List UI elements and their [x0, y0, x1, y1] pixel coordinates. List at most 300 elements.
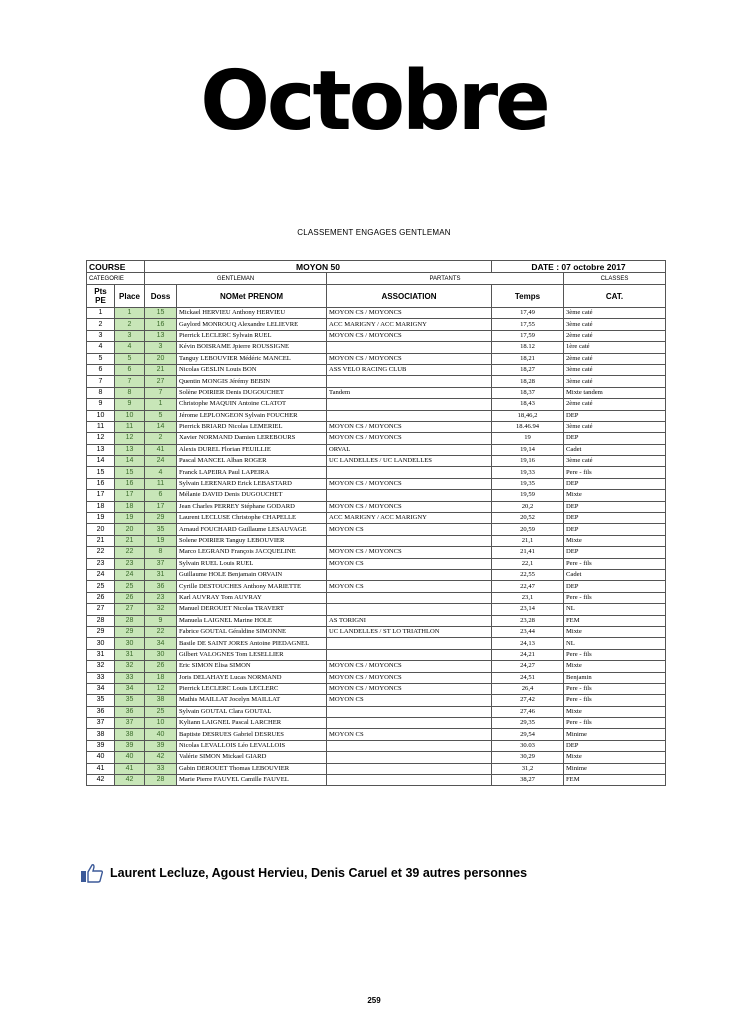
page-title: Octobre	[200, 54, 548, 149]
cell-name: Cyrille DESTOUCHES Anthony MARIETTE	[177, 581, 327, 592]
results-table	[86, 260, 666, 786]
cell-name: Pierrick LECLERC Louis LECLERC	[177, 683, 327, 694]
cell-temps: 22,1	[492, 558, 564, 569]
cell-pts: 19	[87, 513, 115, 524]
table-row	[87, 695, 666, 706]
cell-place: 18	[115, 501, 145, 512]
cell-place: 8	[115, 387, 145, 398]
table-row	[87, 569, 666, 580]
cell-cat: Mixte	[564, 661, 666, 672]
cell-place: 23	[115, 558, 145, 569]
cell-assoc: MOYON CS	[327, 695, 492, 706]
cell-place: 29	[115, 626, 145, 637]
cell-name: Nicolas LEVALLOIS Léo LEVALLOIS	[177, 740, 327, 751]
cell-pts: 18	[87, 501, 115, 512]
cell-temps: 24,13	[492, 638, 564, 649]
cell-doss: 40	[145, 729, 177, 740]
cell-pts: 22	[87, 547, 115, 558]
cell-place: 32	[115, 661, 145, 672]
cell-assoc	[327, 706, 492, 717]
cell-doss: 41	[145, 444, 177, 455]
cell-doss: 33	[145, 763, 177, 774]
cell-doss: 8	[145, 547, 177, 558]
cell-place: 20	[115, 524, 145, 535]
cell-doss: 5	[145, 410, 177, 421]
document-title: CLASSEMENT ENGAGES GENTLEMAN	[297, 228, 451, 237]
cell-pts: 25	[87, 581, 115, 592]
cell-pts: 20	[87, 524, 115, 535]
cell-temps: 17,55	[492, 319, 564, 330]
column-header: ASSOCIATION	[327, 285, 492, 308]
cell-name: Jean Charles PERREY Stéphane GODARD	[177, 501, 327, 512]
cell-doss: 15	[145, 308, 177, 319]
cell-doss: 35	[145, 524, 177, 535]
cell-doss: 27	[145, 376, 177, 387]
table-row	[87, 615, 666, 626]
cell-assoc	[327, 740, 492, 751]
cell-pts: 8	[87, 387, 115, 398]
cell-temps: 18,28	[492, 376, 564, 387]
cell-pts: 2	[87, 319, 115, 330]
likes-text[interactable]: Laurent Lecluze, Agoust Hervieu, Denis Caruel et 39 autres personnes	[110, 866, 528, 880]
table-row	[87, 775, 666, 786]
cell-place: 17	[115, 490, 145, 501]
cell-pts: 40	[87, 752, 115, 763]
cell-doss: 6	[145, 490, 177, 501]
cell-cat: DEP	[564, 740, 666, 751]
cell-doss: 16	[145, 319, 177, 330]
column-header: Pts PE	[87, 285, 115, 308]
table-row	[87, 364, 666, 375]
cell-name: Quentin MONGIS Jérémy BEBIN	[177, 376, 327, 387]
cell-cat: DEP	[564, 524, 666, 535]
table-row	[87, 399, 666, 410]
cell-doss: 14	[145, 421, 177, 432]
cell-assoc	[327, 752, 492, 763]
cell-assoc: MOYON CS / MOYONCS	[327, 547, 492, 558]
cell-pts: 3	[87, 330, 115, 341]
table-row	[87, 433, 666, 444]
cell-pts: 24	[87, 569, 115, 580]
cell-temps: 27,42	[492, 695, 564, 706]
cell-name: Xavier NORMAND Damien LEREBOURS	[177, 433, 327, 444]
cell-assoc: ACC MARIGNY / ACC MARIGNY	[327, 319, 492, 330]
cell-cat: DEP	[564, 501, 666, 512]
table-row	[87, 330, 666, 341]
column-header: CAT.	[564, 285, 666, 308]
table-row	[87, 501, 666, 512]
cell-cat: FEM	[564, 775, 666, 786]
gentleman-label: GENTLEMAN	[145, 273, 327, 285]
cell-assoc	[327, 490, 492, 501]
cell-cat: Minime	[564, 763, 666, 774]
cell-doss: 22	[145, 626, 177, 637]
cell-name: Manuel DEROUET Nicolas TRAVERT	[177, 604, 327, 615]
cell-place: 12	[115, 433, 145, 444]
table-row	[87, 524, 666, 535]
table-row	[87, 444, 666, 455]
cell-name: Arnaud FOUCHARD Guillaume LESAUVAGE	[177, 524, 327, 535]
cell-cat: FEM	[564, 615, 666, 626]
cell-name: Pascal MANCEL Alban ROGER	[177, 456, 327, 467]
table-row	[87, 308, 666, 319]
page-number: 259	[367, 996, 381, 1005]
cell-name: Mathis MAILLAT Jocelyn MAILLAT	[177, 695, 327, 706]
categorie-label: CATEGORIE	[87, 273, 145, 285]
cell-place: 19	[115, 513, 145, 524]
cell-temps: 30,29	[492, 752, 564, 763]
cell-doss: 19	[145, 535, 177, 546]
results-body	[87, 308, 666, 786]
table-row	[87, 535, 666, 546]
table-row	[87, 387, 666, 398]
cell-assoc	[327, 535, 492, 546]
cell-temps: 18,43	[492, 399, 564, 410]
table-row	[87, 729, 666, 740]
table-row	[87, 478, 666, 489]
cell-temps: 29,35	[492, 718, 564, 729]
cell-temps: 19,16	[492, 456, 564, 467]
cell-place: 28	[115, 615, 145, 626]
cell-place: 22	[115, 547, 145, 558]
cell-assoc: ACC MARIGNY / ACC MARIGNY	[327, 513, 492, 524]
cell-assoc	[327, 718, 492, 729]
column-header: NOMet PRENOM	[177, 285, 327, 308]
cell-pts: 27	[87, 604, 115, 615]
cell-assoc: MOYON CS / MOYONCS	[327, 308, 492, 319]
cell-temps: 18,27	[492, 364, 564, 375]
cell-cat: DEP	[564, 410, 666, 421]
cell-name: Christophe MAQUIN Antoine CLATOT	[177, 399, 327, 410]
table-row	[87, 604, 666, 615]
cell-cat: Mixte	[564, 706, 666, 717]
cell-name: Pierrick BRIARD Nicolas LEMERIEL	[177, 421, 327, 432]
cell-temps: 17,49	[492, 308, 564, 319]
cell-cat: Mixte tandem	[564, 387, 666, 398]
cell-name: Kyliann LAIGNEL Pascal LARCHER	[177, 718, 327, 729]
table-row	[87, 752, 666, 763]
cell-pts: 11	[87, 421, 115, 432]
cell-place: 25	[115, 581, 145, 592]
thumbs-up-icon[interactable]	[80, 863, 104, 883]
cell-cat: NL	[564, 604, 666, 615]
cell-doss: 20	[145, 353, 177, 364]
cell-assoc: MOYON CS / MOYONCS	[327, 330, 492, 341]
cell-temps: 18,21	[492, 353, 564, 364]
table-row	[87, 558, 666, 569]
cell-place: 10	[115, 410, 145, 421]
table-row	[87, 376, 666, 387]
table-row	[87, 456, 666, 467]
cell-cat: Cadet	[564, 569, 666, 580]
cell-cat: 2ème caté	[564, 399, 666, 410]
cell-pts: 41	[87, 763, 115, 774]
cell-temps: 29,54	[492, 729, 564, 740]
column-header: Place	[115, 285, 145, 308]
cell-doss: 32	[145, 604, 177, 615]
cell-cat: Benjamin	[564, 672, 666, 683]
cell-cat: Cadet	[564, 444, 666, 455]
cell-doss: 31	[145, 569, 177, 580]
cell-name: Karl AUVRAY Tom AUVRAY	[177, 592, 327, 603]
cell-temps: 21,1	[492, 535, 564, 546]
cell-assoc: MOYON CS / MOYONCS	[327, 353, 492, 364]
cell-temps: 19	[492, 433, 564, 444]
cell-pts: 15	[87, 467, 115, 478]
cell-cat: Pere - fils	[564, 649, 666, 660]
cell-temps: 18.46.94	[492, 421, 564, 432]
cell-doss: 26	[145, 661, 177, 672]
cell-temps: 19,14	[492, 444, 564, 455]
cell-temps: 23,44	[492, 626, 564, 637]
cell-name: Sylvain GOUTAL Clara GOUTAL	[177, 706, 327, 717]
cell-doss: 37	[145, 558, 177, 569]
cell-assoc: ORVAL	[327, 444, 492, 455]
cell-cat: Mixte	[564, 752, 666, 763]
cell-doss: 24	[145, 456, 177, 467]
cell-assoc: MOYON CS	[327, 524, 492, 535]
table-row	[87, 718, 666, 729]
cell-place: 40	[115, 752, 145, 763]
cell-name: Pierrick LECLERC Sylvain RUEL	[177, 330, 327, 341]
cell-assoc	[327, 638, 492, 649]
cell-assoc	[327, 604, 492, 615]
table-row	[87, 490, 666, 501]
cell-assoc	[327, 775, 492, 786]
likes-bar	[80, 862, 527, 884]
cell-assoc: MOYON CS	[327, 729, 492, 740]
table-row	[87, 740, 666, 751]
cell-assoc: MOYON CS	[327, 558, 492, 569]
cell-place: 6	[115, 364, 145, 375]
cell-assoc: MOYON CS / MOYONCS	[327, 501, 492, 512]
cell-assoc	[327, 342, 492, 353]
cell-pts: 14	[87, 456, 115, 467]
cell-name: Gaylord MONROUQ Alexandre LELIEVRE	[177, 319, 327, 330]
partants-label: PARTANTS	[327, 273, 564, 285]
cell-temps: 20,52	[492, 513, 564, 524]
cell-place: 26	[115, 592, 145, 603]
cell-pts: 36	[87, 706, 115, 717]
cell-doss: 18	[145, 672, 177, 683]
cell-place: 24	[115, 569, 145, 580]
cell-pts: 1	[87, 308, 115, 319]
cell-temps: 18,46,2	[492, 410, 564, 421]
cell-name: Manuela LAIGNEL Marine HOLE	[177, 615, 327, 626]
cell-assoc: MOYON CS / MOYONCS	[327, 433, 492, 444]
cell-name: Franck LAPEIRA Paul LAPEIRA	[177, 467, 327, 478]
cell-cat: Pere - fils	[564, 683, 666, 694]
column-header: Temps	[492, 285, 564, 308]
cell-doss: 42	[145, 752, 177, 763]
cell-name: Mélanie DAVID Denis DUGOUCHET	[177, 490, 327, 501]
cell-doss: 4	[145, 467, 177, 478]
cell-doss: 1	[145, 399, 177, 410]
cell-temps: 22,55	[492, 569, 564, 580]
cell-name: Jérome LEPLONGEON Sylvain FOUCHER	[177, 410, 327, 421]
cell-cat: 3ème caté	[564, 364, 666, 375]
cell-doss: 34	[145, 638, 177, 649]
cell-cat: 3ème caté	[564, 308, 666, 319]
table-row	[87, 649, 666, 660]
cell-pts: 13	[87, 444, 115, 455]
cell-pts: 21	[87, 535, 115, 546]
cell-doss: 36	[145, 581, 177, 592]
table-row	[87, 421, 666, 432]
cell-place: 30	[115, 638, 145, 649]
table-row	[87, 353, 666, 364]
table-row	[87, 638, 666, 649]
cell-doss: 7	[145, 387, 177, 398]
cell-temps: 19,33	[492, 467, 564, 478]
cell-cat: Pere - fils	[564, 695, 666, 706]
cell-name: Marie Pierre FAUVEL Camille FAUVEL	[177, 775, 327, 786]
classes-label: CLASSES	[564, 273, 666, 285]
cell-assoc: Tandem	[327, 387, 492, 398]
cell-name: Sylvain RUEL Louis RUEL	[177, 558, 327, 569]
cell-temps: 26,4	[492, 683, 564, 694]
course-value: MOYON 50	[145, 261, 492, 273]
cell-temps: 20,59	[492, 524, 564, 535]
cell-temps: 24,21	[492, 649, 564, 660]
cell-cat: DEP	[564, 581, 666, 592]
cell-doss: 30	[145, 649, 177, 660]
cell-place: 7	[115, 376, 145, 387]
cell-place: 36	[115, 706, 145, 717]
cell-temps: 21,41	[492, 547, 564, 558]
cell-cat: NL	[564, 638, 666, 649]
cell-cat: 3ème caté	[564, 421, 666, 432]
cell-assoc	[327, 399, 492, 410]
cell-place: 21	[115, 535, 145, 546]
cell-doss: 23	[145, 592, 177, 603]
cell-temps: 30.03	[492, 740, 564, 751]
category-row	[87, 273, 666, 285]
cell-place: 9	[115, 399, 145, 410]
cell-cat: Mixte	[564, 535, 666, 546]
cell-assoc: MOYON CS / MOYONCS	[327, 478, 492, 489]
cell-name: Solene POIRIER Tanguy LEBOUVIER	[177, 535, 327, 546]
cell-name: Laurent LECLUSE Christophe CHAPELLE	[177, 513, 327, 524]
cell-pts: 28	[87, 615, 115, 626]
table-row	[87, 319, 666, 330]
cell-pts: 42	[87, 775, 115, 786]
course-row	[87, 261, 666, 273]
cell-doss: 2	[145, 433, 177, 444]
cell-pts: 17	[87, 490, 115, 501]
cell-pts: 30	[87, 638, 115, 649]
table-row	[87, 547, 666, 558]
cell-temps: 24,51	[492, 672, 564, 683]
cell-assoc	[327, 467, 492, 478]
table-row	[87, 342, 666, 353]
table-row	[87, 683, 666, 694]
cell-assoc: MOYON CS / MOYONCS	[327, 421, 492, 432]
cell-place: 14	[115, 456, 145, 467]
cell-doss: 11	[145, 478, 177, 489]
table-row	[87, 467, 666, 478]
cell-doss: 10	[145, 718, 177, 729]
cell-place: 42	[115, 775, 145, 786]
cell-pts: 26	[87, 592, 115, 603]
cell-assoc: UC LANDELLES / ST LO TRIATHLON	[327, 626, 492, 637]
cell-doss: 25	[145, 706, 177, 717]
cell-pts: 39	[87, 740, 115, 751]
cell-name: Fabrice GOUTAL Géraldine SIMONNE	[177, 626, 327, 637]
cell-cat: 2ème caté	[564, 353, 666, 364]
cell-pts: 5	[87, 353, 115, 364]
cell-place: 15	[115, 467, 145, 478]
cell-temps: 17,59	[492, 330, 564, 341]
cell-pts: 23	[87, 558, 115, 569]
cell-place: 35	[115, 695, 145, 706]
cell-name: Gilbert VALOGNES Tom LESELLIER	[177, 649, 327, 660]
cell-name: Guillaume HOLE Benjamain ORVAIN	[177, 569, 327, 580]
cell-assoc: MOYON CS / MOYONCS	[327, 672, 492, 683]
cell-place: 33	[115, 672, 145, 683]
cell-place: 27	[115, 604, 145, 615]
cell-cat: 3ème caté	[564, 456, 666, 467]
table-row	[87, 706, 666, 717]
cell-name: Tanguy LEBOUVIER Médéric MANCEL	[177, 353, 327, 364]
cell-place: 39	[115, 740, 145, 751]
cell-doss: 28	[145, 775, 177, 786]
cell-temps: 23,28	[492, 615, 564, 626]
cell-name: Basile DE SAINT JORES Antoine PIEDAGNEL	[177, 638, 327, 649]
cell-place: 11	[115, 421, 145, 432]
table-row	[87, 626, 666, 637]
cell-name: Baptiste DESRUES Gabriel DESRUES	[177, 729, 327, 740]
cell-assoc: MOYON CS	[327, 581, 492, 592]
cell-temps: 18,37	[492, 387, 564, 398]
cell-doss: 12	[145, 683, 177, 694]
cell-name: Joris DELAHAYE Lucas NORMAND	[177, 672, 327, 683]
cell-place: 1	[115, 308, 145, 319]
cell-cat: Minime	[564, 729, 666, 740]
cell-temps: 38,27	[492, 775, 564, 786]
column-header: Doss	[145, 285, 177, 308]
cell-cat: Pere - fils	[564, 558, 666, 569]
cell-name: Solène POIRIER Denis DUGOUCHET	[177, 387, 327, 398]
cell-cat: DEP	[564, 478, 666, 489]
cell-name: Mickael HERVIEU Anthony HERVIEU	[177, 308, 327, 319]
cell-doss: 9	[145, 615, 177, 626]
cell-assoc	[327, 649, 492, 660]
cell-assoc: MOYON CS / MOYONCS	[327, 661, 492, 672]
cell-temps: 23,1	[492, 592, 564, 603]
cell-place: 5	[115, 353, 145, 364]
cell-place: 34	[115, 683, 145, 694]
cell-cat: Mixte	[564, 490, 666, 501]
table-row	[87, 592, 666, 603]
cell-pts: 29	[87, 626, 115, 637]
cell-temps: 31,2	[492, 763, 564, 774]
cell-temps: 20,2	[492, 501, 564, 512]
cell-cat: DEP	[564, 433, 666, 444]
course-label: COURSE	[87, 261, 145, 273]
cell-temps: 19,35	[492, 478, 564, 489]
cell-assoc	[327, 569, 492, 580]
cell-doss: 17	[145, 501, 177, 512]
cell-assoc	[327, 592, 492, 603]
cell-pts: 34	[87, 683, 115, 694]
cell-name: Nicolas GESLIN Louis BON	[177, 364, 327, 375]
table-row	[87, 672, 666, 683]
cell-assoc	[327, 763, 492, 774]
cell-cat: 1ère caté	[564, 342, 666, 353]
cell-cat: 2ème caté	[564, 330, 666, 341]
cell-name: Valérie SIMON Mickael GIARD	[177, 752, 327, 763]
